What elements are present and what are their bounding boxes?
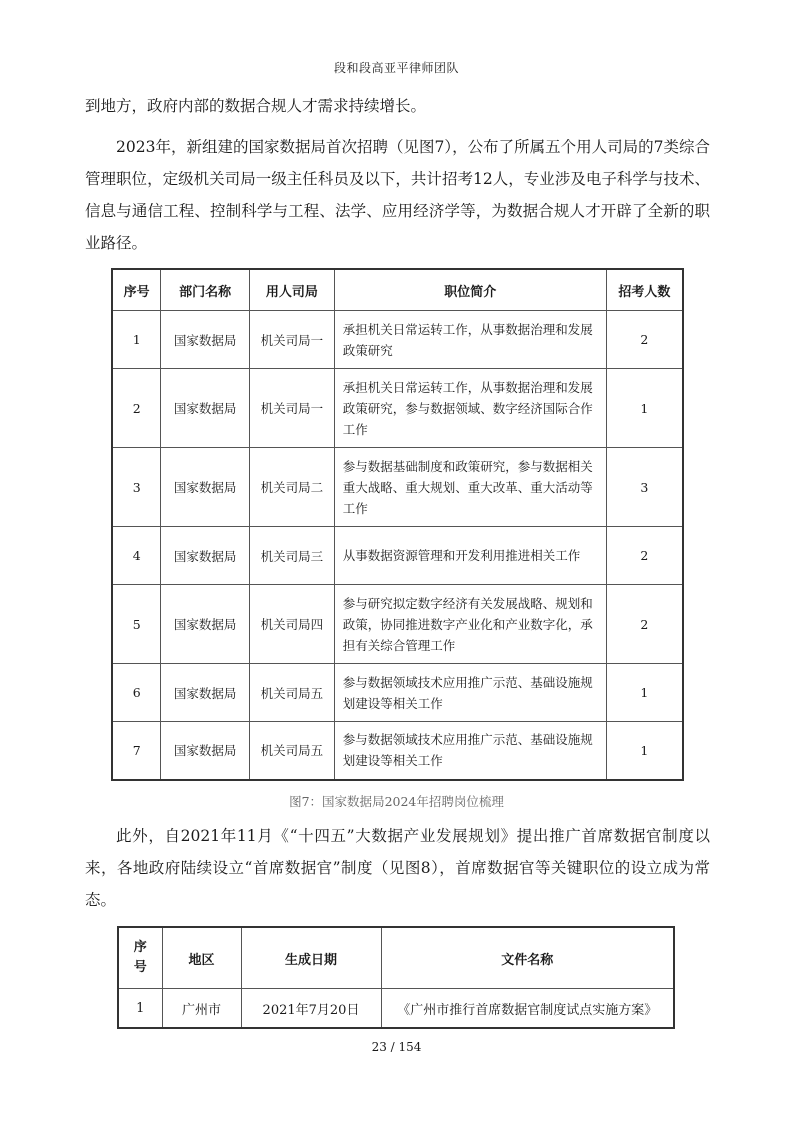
cdo-table [117,926,675,1029]
cell-department: 国家数据局 [161,448,250,527]
cell-bureau: 机关司局一 [250,369,335,448]
header-cell: 地区 [162,927,241,989]
cell-bureau: 机关司局一 [250,311,335,369]
cell-count: 2 [606,585,683,664]
cell-region: 广州市 [162,989,241,1029]
cell-department: 国家数据局 [161,722,250,780]
cell-count: 3 [606,448,683,527]
cell-index: 3 [112,448,161,527]
page-header: 段和段高亚平律师团队 [333,61,459,75]
header-cell-text: 序号 [133,940,147,975]
cell-description: 参与数据领域技术应用推广示范、基础设施规划建设等相关工作 [334,722,606,780]
table-row [112,722,683,780]
cell-bureau: 机关司局三 [250,527,335,585]
cell-count: 2 [606,527,683,585]
cell-department: 国家数据局 [161,311,250,369]
cell-description: 参与数据基础制度和政策研究，参与数据相关重大战略、重大规划、重大改革、重大活动等工作 [334,448,606,527]
cell-index: 1 [112,311,161,369]
recruitment-table [111,268,684,781]
table-header-row [112,269,683,311]
header-cell: 生成日期 [241,927,381,989]
paragraph-2: 2023年，新组建的国家数据局首次招聘（见图7），公布了所属五个用人司局的7类综合管理职位，定级机关司局一级主任科员及以下，共计招考12人，专业涉及电子科学与技术、信息与通信工程、控制科学与工程、法学、应用经济学等，为数据合规人才开辟了全新的职业路径。 [85,138,710,252]
cell-count: 1 [606,722,683,780]
cell-department: 国家数据局 [161,664,250,722]
cell-department: 国家数据局 [161,527,250,585]
cell-bureau: 机关司局五 [250,664,335,722]
table-row [112,664,683,722]
cell-bureau: 机关司局四 [250,585,335,664]
cell-department: 国家数据局 [161,369,250,448]
cell-department: 国家数据局 [161,585,250,664]
table-row [112,369,683,448]
cell-count: 2 [606,311,683,369]
header-cell: 序号 [112,269,161,311]
header-cell: 用人司局 [250,269,335,311]
cell-index: 1 [118,989,162,1029]
table-row [118,989,674,1029]
table-row [112,585,683,664]
cell-description: 从事数据资源管理和开发利用推进相关工作 [334,527,606,585]
cell-count: 1 [606,369,683,448]
header-cell [118,927,162,989]
cell-index: 5 [112,585,161,664]
header-cell: 招考人数 [606,269,683,311]
table-row [112,448,683,527]
header-cell: 文件名称 [381,927,674,989]
cell-description: 承担机关日常运转工作，从事数据治理和发展政策研究，参与数据领域、数字经济国际合作工作 [334,369,606,448]
cell-bureau: 机关司局二 [250,448,335,527]
paragraph-3: 此外，自2021年11月《“十四五”大数据产业发展规划》提出推广首席数据官制度以来，各地政府陆续设立“首席数据官”制度（见图8），首席数据官等关键职位的设立成为常态。 [85,827,710,909]
cell-date: 2021年7月20日 [241,989,381,1029]
cell-index: 4 [112,527,161,585]
figure-caption: 图7：国家数据局2024年招聘岗位梳理 [289,794,504,809]
table-header-row [118,927,674,989]
page-number: 23 / 154 [371,1040,422,1054]
header-cell: 部门名称 [161,269,250,311]
paragraph-1: 到地方，政府内部的数据合规人才需求持续增长。 [85,97,427,115]
cell-index: 6 [112,664,161,722]
cell-count: 1 [606,664,683,722]
cell-bureau: 机关司局五 [250,722,335,780]
cell-document: 《广州市推行首席数据官制度试点实施方案》 [381,989,674,1029]
cell-description: 参与数据领域技术应用推广示范、基础设施规划建设等相关工作 [334,664,606,722]
cell-description: 参与研究拟定数字经济有关发展战略、规划和政策，协同推进数字产业化和产业数字化，承担有关综合管理工作 [334,585,606,664]
header-cell: 职位简介 [334,269,606,311]
cell-index: 2 [112,369,161,448]
cell-index: 7 [112,722,161,780]
table-row [112,527,683,585]
table-row [112,311,683,369]
cell-description: 承担机关日常运转工作，从事数据治理和发展政策研究 [334,311,606,369]
